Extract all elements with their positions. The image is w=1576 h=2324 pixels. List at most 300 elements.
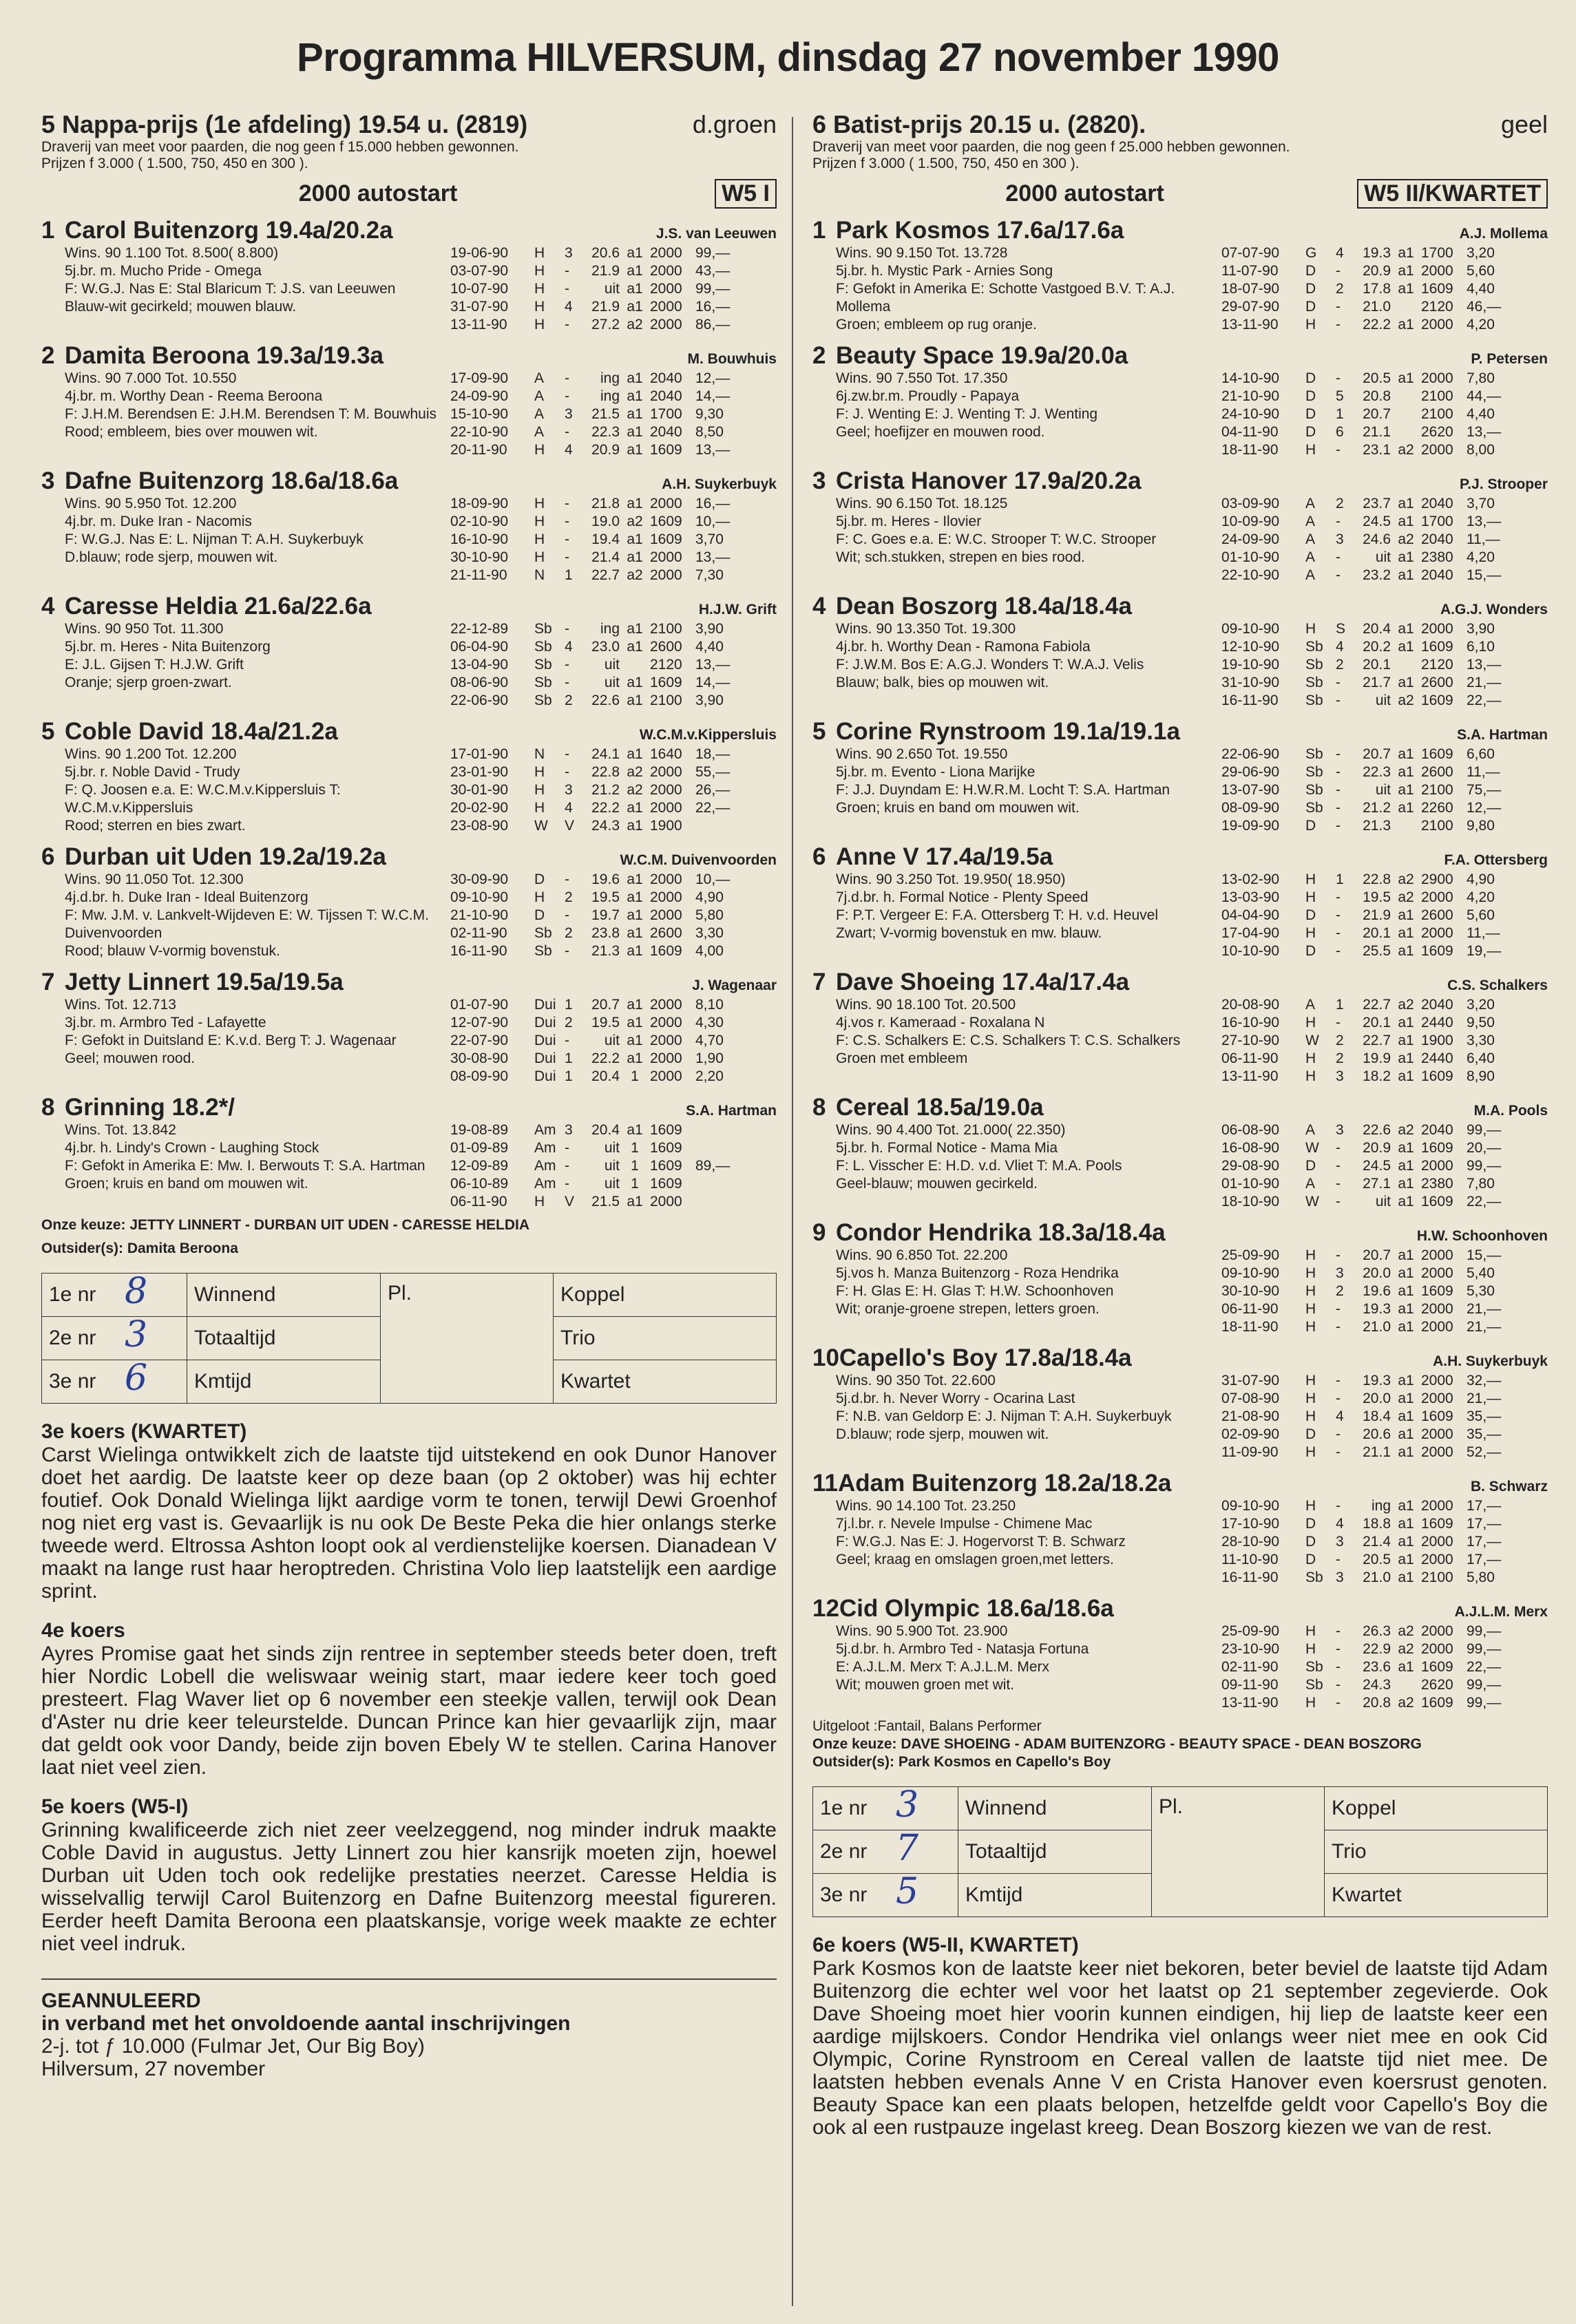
result-cell: 3 [565,245,573,261]
result-cell: 12,— [1467,800,1502,816]
result-cell: 23-01-90 [450,764,509,780]
horse-info-line: 7j.d.br. h. Formal Notice - Plenty Speed [836,889,1089,905]
tote-rank [813,1871,958,1917]
result-cell: 1700 [1421,245,1453,261]
result-cell: 17,— [1467,1552,1502,1567]
result-cell: - [1336,907,1341,923]
result-cell: 02-11-90 [450,925,507,941]
horse-info-line: F: C. Goes e.a. E: W.C. Strooper T: W.C. Strooper [836,531,1157,547]
result-row [1221,513,1548,531]
result-cell: 22.7 [1363,1033,1391,1048]
result-cell: - [1336,299,1341,315]
result-row [1221,405,1548,423]
result-cell: - [1336,818,1341,834]
result-cell: 24.3 [591,818,620,834]
result-cell: 21-10-90 [1221,388,1280,404]
result-cell: uit [1375,782,1391,798]
result-cell: 5,80 [695,907,724,923]
result-cell: 21.4 [591,549,620,565]
result-cell: a2 [627,567,643,583]
result-cell: a1 [1398,549,1414,565]
result-cell: a2 [1398,693,1414,708]
result-cell: 1609 [650,531,682,547]
result-cell: H [534,531,545,547]
result-row [1221,567,1548,584]
result-cell: A [1305,514,1316,529]
result-row [450,316,777,334]
result-cell: a1 [1398,1158,1414,1174]
tote-row [42,1274,777,1317]
result-row [1221,1533,1548,1551]
horse-list [812,217,1548,1712]
result-row [450,763,777,781]
result-cell: 17,— [1467,1534,1502,1550]
horse-name [812,593,1132,620]
result-cell: a1 [627,1033,643,1048]
horse-info-line: 3j.br. m. Armbro Ted - Lafayette [65,1015,266,1031]
horse-trainer: M.A. Pools [1473,1103,1548,1119]
result-cell: 2000 [650,997,682,1013]
horse-number: 4 [41,593,55,620]
result-cell: 1 [631,1176,639,1192]
horse-info-line: F: L. Visscher E: H.D. v.d. Vliet T: M.A. Pools [836,1158,1122,1174]
result-cell: 2000 [650,567,682,583]
result-cell: 1609 [650,514,682,529]
result-row [1221,889,1548,907]
result-cell: 5,80 [1467,1570,1495,1585]
horse-trainer: S.A. Hartman [1457,727,1548,743]
result-cell: 22-07-90 [450,1033,509,1048]
result-cell: 1 [631,1158,639,1174]
horse-header [812,217,1548,244]
result-cell: 01-09-89 [450,1140,509,1156]
column-divider [792,117,793,2306]
tote-label: Kmtijd [187,1360,381,1404]
horse-entry [41,217,777,334]
horse-entry [41,843,777,960]
result-cell: D [1305,1158,1316,1174]
result-cell: a1 [1398,1265,1414,1281]
result-cell: A [534,424,545,440]
result-cell: - [1336,693,1341,708]
result-cell [1391,423,1421,441]
result-cell: 13,— [1467,514,1502,529]
result-cell: a2 [1398,872,1414,887]
result-cell: H [1305,1498,1316,1514]
result-row [450,1032,777,1050]
result-cell: 2000 [1421,370,1453,386]
result-cell: 03-09-90 [1221,496,1280,511]
horse-info-line: Wins. 90 5.900 Tot. 23.900 [836,1623,1008,1639]
result-cell: a2 [1398,1695,1414,1711]
result-row [1221,1372,1548,1390]
result-cell: 2000 [1421,1426,1453,1442]
result-row [1221,1014,1548,1032]
result-row [1221,1658,1548,1676]
result-row [450,925,777,942]
result-cell: 18-09-90 [450,496,509,511]
result-cell: 19-09-90 [1221,818,1280,834]
result-cell: 13-11-90 [1221,317,1279,332]
result-cell: 3,20 [1467,997,1495,1013]
result-cell: A [534,370,545,386]
result-cell: - [565,746,569,762]
result-cell: 19.3 [1363,1301,1391,1317]
result-cell: - [565,675,569,690]
tote-label: Totaaltijd [187,1317,381,1360]
result-cell: H [1305,1301,1316,1317]
result-cell: 20.8 [1363,388,1391,404]
result-cell: 30-08-90 [450,1050,509,1066]
horse-entry [812,1219,1548,1336]
result-cell: 2000 [1421,1265,1453,1281]
horse-info [812,871,1221,960]
result-cell: - [1336,1498,1341,1514]
result-cell: a1 [1398,496,1414,511]
result-cell: 2120 [1421,299,1453,315]
result-cell: Sb [534,621,552,637]
result-cell: Sb [1305,657,1323,673]
result-cell: H [534,764,545,780]
tote-form [41,1273,777,1404]
result-row [1221,799,1548,817]
result-cell: - [1336,1641,1341,1657]
result-cell: 4,90 [695,889,724,905]
horse-results [1221,244,1548,334]
tote-row [813,1787,1548,1830]
horse-results [450,871,777,960]
result-row [1221,262,1548,280]
result-cell: 21.2 [591,782,620,798]
horse-info [41,746,450,835]
result-cell: 1 [631,1140,639,1156]
result-cell: 21,— [1467,1391,1502,1406]
result-cell: a1 [1398,1033,1414,1048]
result-cell: D [1305,1534,1316,1550]
result-cell: 20.4 [1363,621,1391,637]
result-cell: 2900 [1421,872,1453,887]
handwritten-number: 3 [896,1784,919,1826]
result-cell: - [565,943,569,959]
autostart-row [41,179,777,209]
result-cell: a1 [1398,1015,1414,1031]
result-cell: 2000 [1421,1319,1453,1335]
result-cell: 18-11-90 [1221,1319,1279,1335]
result-cell: ing [600,388,620,404]
result-cell: 08-06-90 [450,675,509,690]
result-row [1221,1551,1548,1569]
result-cell: 1609 [1421,1659,1453,1675]
result-cell: 08-09-90 [1221,800,1280,816]
result-cell: H [1305,1015,1316,1031]
result-cell: 2 [1336,1033,1344,1048]
horse-info-line: Wins. 90 7.000 Tot. 10.550 [65,370,237,386]
horse-number: 1 [41,217,55,244]
horse-name [812,843,1053,871]
result-cell: 20.1 [1363,1015,1391,1031]
result-cell: 13-03-90 [1221,889,1280,905]
horse-info [41,996,450,1086]
result-cell: 16-11-90 [1221,693,1279,708]
tote-bet-type: Trio [1325,1830,1548,1874]
result-row [450,531,777,549]
result-cell: H [534,317,545,332]
result-cell: a1 [627,907,643,923]
horse-body [812,1121,1548,1211]
result-cell: 1609 [650,943,682,959]
result-cell: a1 [1398,764,1414,780]
result-cell: 20.6 [591,245,620,261]
result-cell: 1700 [650,406,682,422]
horse-entry [41,1094,777,1211]
result-cell: - [565,1033,569,1048]
result-cell: 13,— [695,549,731,565]
horse-info [812,244,1221,334]
result-cell: 3,20 [1467,245,1495,261]
horse-name-text: Durban uit Uden 19.2a/19.2a [65,843,386,870]
race-prizes: Prijzen f 3.000 ( 1.500, 750, 450 en 300 ). [812,156,1080,171]
horse-header [812,1344,1548,1372]
result-cell: 8,90 [1467,1068,1495,1084]
result-cell: 2000 [650,764,682,780]
result-cell: 2100 [1421,406,1453,422]
result-cell: 26,— [695,782,731,798]
horse-name [812,342,1128,370]
result-cell: 22.3 [1363,764,1391,780]
result-cell: 06-11-90 [450,1194,507,1209]
result-cell: a2 [1398,1122,1414,1138]
result-cell: 19.3 [1363,245,1391,261]
result-cell: H [1305,442,1316,458]
horse-entry [41,718,777,835]
horse-entry [812,1470,1548,1587]
horse-results [1221,1623,1548,1712]
result-row [450,638,777,656]
horse-number: 11 [812,1470,838,1497]
result-cell: 22.2 [591,1050,620,1066]
result-cell: 2 [1336,496,1344,511]
result-cell: 2000 [1421,1301,1453,1317]
result-cell: 21.9 [591,299,620,315]
result-cell: 1609 [1421,943,1453,959]
result-cell: H [1305,1265,1316,1281]
horse-info-line: Groen; embleem op rug oranje. [836,317,1037,332]
result-cell: 1609 [1421,1140,1453,1156]
result-cell: H [534,245,545,261]
result-cell: 1 [1336,406,1344,422]
result-cell: - [1336,889,1341,905]
result-cell: A [534,388,545,404]
race-header [41,110,777,139]
result-cell: 11-07-90 [1221,263,1279,279]
result-cell: 2000 [650,800,682,816]
result-cell: 4 [565,299,573,315]
result-cell: 20.0 [1363,1265,1391,1281]
horse-header [41,593,777,620]
result-cell: a1 [627,818,643,834]
result-cell: 3,90 [695,693,724,708]
result-cell: - [565,531,569,547]
result-cell: - [1336,1015,1341,1031]
result-cell: 4,30 [695,1015,724,1031]
result-cell: 19.9 [1363,1050,1391,1066]
result-cell: A [1305,567,1316,583]
result-cell: Am [534,1158,556,1174]
horse-name [812,217,1124,244]
horse-info [812,1497,1221,1587]
result-cell: - [1336,764,1341,780]
result-cell: Sb [1305,1659,1323,1675]
result-cell: 18-07-90 [1221,281,1280,297]
result-cell: - [565,424,569,440]
outsiders: Outsider(s): Damita Beroona [41,1240,238,1256]
horse-trainer: A.H. Suykerbuyk [1433,1353,1548,1369]
result-row [450,567,777,584]
result-cell: a1 [1398,1194,1414,1209]
result-cell: - [1336,1552,1341,1567]
result-cell: 21.3 [1363,818,1391,834]
result-cell: 30-09-90 [450,872,509,887]
result-row [1221,1032,1548,1050]
withdrawn: Uitgeloot :Fantail, Balans Performer [812,1718,1042,1734]
horse-trainer: B. Schwarz [1470,1479,1548,1494]
result-cell: H [1305,1391,1316,1406]
result-cell: Am [534,1176,556,1192]
result-row [1221,1676,1548,1694]
result-cell: 2 [565,889,573,905]
horse-name-text: Dave Shoeing 17.4a/17.4a [836,969,1130,995]
result-cell: 13-02-90 [1221,872,1280,887]
result-cell: 2000 [650,263,682,279]
result-cell: 30-01-90 [450,782,509,798]
result-cell: 22.9 [1363,1641,1391,1657]
result-cell: - [1336,1695,1341,1711]
result-row [1221,746,1548,763]
result-cell: a1 [1398,1247,1414,1263]
result-cell: 99,— [1467,1158,1502,1174]
result-cell: 22-10-90 [1221,567,1280,583]
result-cell: 13-07-90 [1221,782,1280,798]
result-cell: 2600 [650,925,682,941]
result-cell: uit [604,675,620,690]
horse-info-line: Geel-blauw; mouwen gecirkeld. [836,1176,1038,1192]
result-cell [1391,405,1421,423]
result-cell: 2040 [1421,567,1453,583]
result-row [1221,925,1548,942]
result-cell: a2 [1398,1641,1414,1657]
horse-name-text: Carol Buitenzorg 19.4a/20.2a [65,217,393,244]
result-cell: 3,90 [695,621,724,637]
horse-name [812,969,1129,996]
horse-info-line: Groen; kruis en band om mouwen wit. [836,800,1080,816]
result-cell: a1 [1398,1570,1414,1585]
result-cell: 28-10-90 [1221,1534,1280,1550]
result-cell: 12-07-90 [450,1015,509,1031]
result-cell: H [1305,621,1316,637]
result-cell: a1 [627,496,643,511]
result-cell: 9,80 [1467,818,1495,834]
horse-results [450,244,777,334]
result-cell [695,1193,745,1211]
result-cell: 20.9 [1363,263,1391,279]
result-cell: 22,— [1467,693,1502,708]
result-cell: 19-06-90 [450,245,509,261]
result-cell: a1 [627,800,643,816]
result-cell: A [1305,1122,1316,1138]
result-cell: 5 [1336,388,1344,404]
result-cell: 2100 [650,693,682,708]
result-cell: - [1336,1444,1341,1460]
result-cell: 16-11-90 [450,943,507,959]
horse-number: 6 [812,843,826,870]
race-header [812,110,1548,139]
result-cell: 24.5 [1363,514,1391,529]
result-cell: 12-09-89 [450,1158,509,1174]
result-cell: uit [1375,1194,1391,1209]
result-row [450,388,777,405]
result-cell: 14-10-90 [1221,370,1280,386]
horse-info-line: Wins. 90 2.650 Tot. 19.550 [836,746,1008,762]
result-cell: 27.1 [1363,1176,1391,1192]
horse-info-line: F: H. Glas E: H. Glas T: H.W. Schoonhoven [836,1283,1114,1299]
result-cell: 99,— [1467,1623,1502,1639]
result-row [450,817,777,835]
result-row [450,1175,777,1193]
result-cell: 3,70 [695,531,724,547]
result-cell: 19.6 [1363,1283,1391,1299]
result-cell: 24.1 [591,746,620,762]
result-cell: 2000 [1421,889,1453,905]
result-cell: 1609 [1421,1068,1453,1084]
result-cell: 18,— [695,746,731,762]
result-cell: 20.0 [1363,1391,1391,1406]
result-cell: A [1305,1176,1316,1192]
result-cell: D [1305,281,1316,297]
result-cell [620,656,650,674]
horse-header [812,1595,1548,1623]
result-cell: 4 [565,442,573,458]
result-cell: 1,90 [695,1050,724,1066]
result-row [1221,871,1548,889]
horse-body [41,996,777,1086]
result-cell: 2040 [650,424,682,440]
result-row [1221,495,1548,513]
result-cell: 1700 [1421,514,1453,529]
result-cell: 18.4 [1363,1408,1391,1424]
result-cell: a1 [627,245,643,261]
result-cell: 86,— [695,317,731,332]
handwritten-number: 8 [125,1271,148,1312]
result-cell: 4,40 [1467,281,1495,297]
horse-results [1221,1247,1548,1336]
tote-rank-label: 2e nr [49,1327,96,1349]
result-cell: 4 [565,800,573,816]
tote-rank [42,1271,187,1317]
result-cell: - [1336,442,1341,458]
result-cell: 2000 [650,317,682,332]
result-cell: 20.1 [1363,925,1391,941]
result-cell: 32,— [1467,1373,1502,1388]
result-cell: 1640 [650,746,682,762]
result-cell: a1 [1398,1050,1414,1066]
result-cell: D [1305,406,1316,422]
result-row [1221,1247,1548,1265]
result-cell: 20-08-90 [1221,997,1280,1013]
race-description: Draverij van meet voor paarden, die nog geen f 25.000 hebben gewonnen. [812,139,1290,155]
result-cell: - [565,514,569,529]
horse-info [812,495,1221,584]
result-cell: 1609 [650,1158,682,1174]
